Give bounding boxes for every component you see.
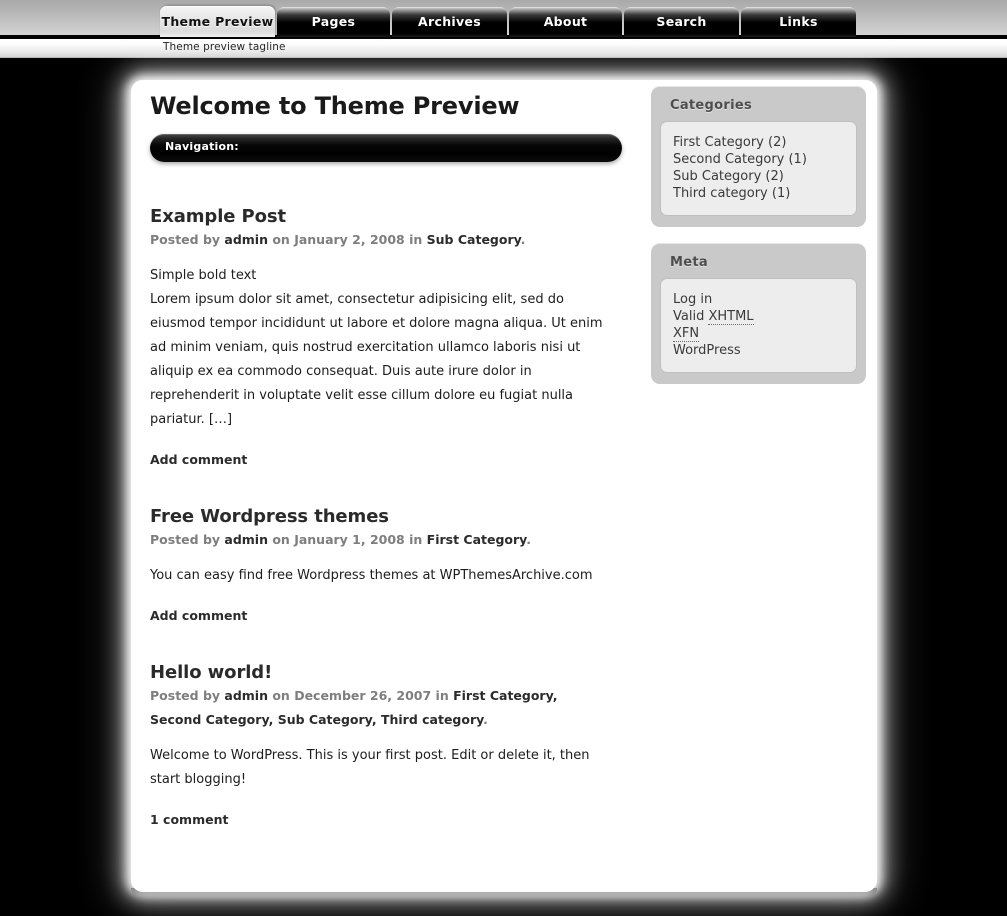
post-author[interactable]: admin: [224, 232, 268, 247]
post-body-intro: Simple bold text: [150, 268, 257, 283]
widget-title: Categories: [670, 98, 753, 113]
list-item[interactable]: Sub Category (2): [673, 169, 784, 184]
post-item: [150, 206, 630, 468]
widget-meta: [651, 243, 866, 384]
post-meta-in: in: [404, 532, 427, 547]
post-categories[interactable]: First Category, Second Category, Sub Category, Third category: [150, 688, 558, 727]
post-title[interactable]: Hello world!: [150, 662, 273, 683]
tab-search[interactable]: Search: [624, 7, 739, 37]
post-meta-suffix: .: [526, 532, 531, 547]
page-title: Welcome to Theme Preview: [150, 92, 520, 120]
post-meta-in: in: [431, 688, 454, 703]
post-meta-prefix: Posted by: [150, 688, 225, 703]
post-meta-suffix: .: [520, 232, 526, 247]
post-body-text: Lorem ipsum dolor sit amet, consectetur adipisicing elit, sed do eiusmod tempor incididunt ut labore et dolore magna aliqua. Ut enim ad minim veniam, quis nostrud exercitation ullamco laboris nisi ut aliquip ex ea commodo consequat. Duis aute irure dolor in reprehenderit in voluptate velit esse cillum dolore eu fugiat nulla pariatur. […]: [150, 292, 603, 427]
post-body: [150, 744, 610, 792]
list-item[interactable]: Second Category (1): [673, 152, 807, 167]
post-item: [150, 506, 630, 624]
tab-archives[interactable]: Archives: [392, 7, 507, 37]
tab-pages[interactable]: Pages: [277, 7, 390, 37]
tab-about[interactable]: About: [509, 7, 622, 37]
list-item[interactable]: [673, 308, 844, 325]
widget-categories: [651, 86, 866, 227]
post-meta: [150, 528, 612, 552]
post-meta-on: on: [267, 232, 295, 247]
post-meta-on: on: [267, 688, 295, 703]
tab-links[interactable]: Links: [741, 7, 856, 37]
post-meta-prefix: Posted by: [150, 532, 225, 547]
navigation-bar[interactable]: [150, 134, 622, 162]
widget-inner: [660, 278, 857, 373]
post-list: [150, 206, 630, 828]
xhtml-abbr: XHTML: [708, 309, 754, 324]
post-body: [150, 564, 610, 588]
widget-title: Meta: [670, 255, 708, 270]
primary-nav-tabs: [160, 6, 858, 37]
list-item[interactable]: Log in: [673, 292, 713, 307]
post-item: [150, 662, 630, 828]
widget-list: [673, 291, 844, 359]
sidebar: [651, 86, 866, 400]
post-meta-in: in: [404, 232, 427, 247]
post-body-text: Welcome to WordPress. This is your first post. Edit or delete it, then start blogging!: [150, 748, 590, 787]
xfn-abbr[interactable]: XFN: [673, 326, 700, 341]
widget-inner: [660, 121, 857, 216]
site-tagline: Theme preview tagline: [163, 41, 286, 53]
post-categories[interactable]: First Category: [426, 532, 527, 547]
post-date: December 26, 2007: [294, 688, 432, 703]
list-item[interactable]: WordPress: [673, 343, 741, 358]
tagline-bar: [0, 39, 1007, 58]
post-body: [150, 264, 610, 432]
post-comment-link[interactable]: 1 comment: [150, 812, 229, 827]
list-item[interactable]: Third category (1): [673, 186, 791, 201]
post-title[interactable]: Free Wordpress themes: [150, 506, 389, 527]
post-meta-suffix: .: [483, 712, 488, 727]
post-meta: [150, 684, 612, 732]
post-meta-prefix: Posted by: [150, 232, 225, 247]
content-container: [131, 80, 877, 892]
post-meta: [150, 228, 612, 252]
list-item[interactable]: [673, 325, 844, 342]
navigation-label: Navigation:: [165, 140, 239, 153]
meta-link-label[interactable]: Valid: [673, 309, 709, 324]
post-author[interactable]: admin: [224, 532, 268, 547]
tab-theme-preview[interactable]: Theme Preview: [160, 6, 275, 37]
post-body-text: You can easy find free Wordpress themes at WPThemesArchive.com: [150, 568, 593, 583]
post-date: January 1, 2008: [294, 532, 405, 547]
post-comment-link[interactable]: Add comment: [150, 452, 248, 467]
post-date: January 2, 2008: [294, 232, 405, 247]
post-title[interactable]: Example Post: [150, 206, 287, 227]
post-categories[interactable]: Sub Category: [426, 232, 521, 247]
post-comment-link[interactable]: Add comment: [150, 608, 248, 623]
post-author[interactable]: admin: [224, 688, 268, 703]
list-item[interactable]: First Category (2): [673, 135, 787, 150]
main-column: [150, 92, 630, 828]
widget-list: [673, 134, 844, 202]
post-meta-on: on: [267, 532, 295, 547]
